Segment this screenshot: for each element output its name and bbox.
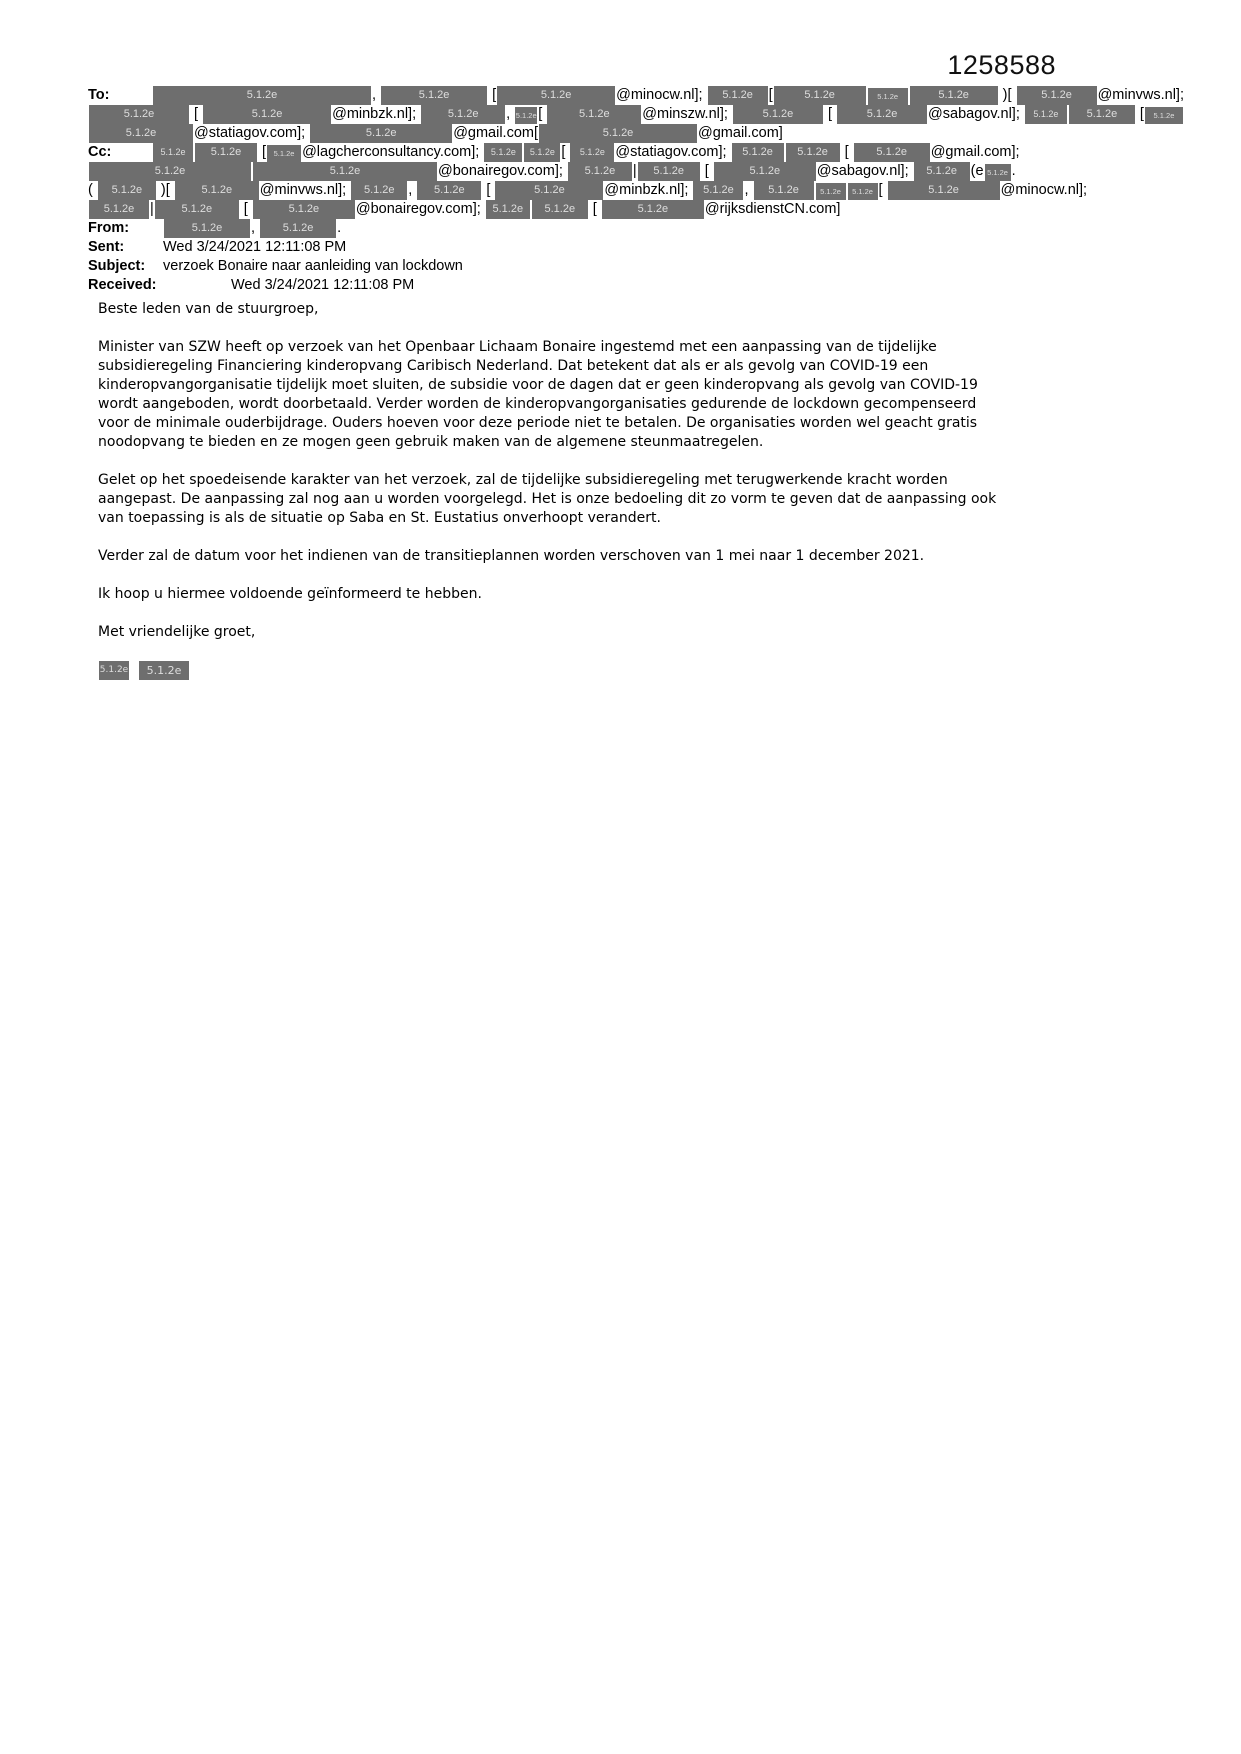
redaction-box: 5.1.2e [195,143,257,162]
header-text: [ [239,201,252,217]
field-label: From: [88,220,130,236]
header-text: [ [588,201,601,217]
redaction-box: 5.1.2e [381,86,487,105]
cc-line-4 [88,200,1201,219]
redaction-box: 5.1.2e [484,143,522,162]
header-text: @bonairegov.com]; [438,163,567,179]
redaction-box: 5.1.2e [547,105,641,124]
redaction-box: 5.1.2e [985,164,1011,181]
field-label: Subject: [88,258,146,274]
redaction-box: 5.1.2e [754,181,814,200]
header-text: @sabagov.nl]; [928,106,1024,122]
redaction-box: 5.1.2e [99,661,129,680]
redaction-box: 5.1.2e [98,181,156,200]
sent-line [88,238,1201,257]
header-text: @minvws.nl]; [259,182,351,198]
header-text: @bonairegov.com]; [355,201,485,217]
body-paragraph: Met vriendelijke groet, [98,624,256,640]
header-text: [ [538,106,547,122]
field-label: Sent: [88,239,125,255]
header-text: (e [970,163,984,179]
redaction-box: 5.1.2e [89,200,149,219]
header-text: ( [88,182,97,198]
header-text: Wed 3/24/2021 12:11:08 PM [231,277,415,293]
header-text: Wed 3/24/2021 12:11:08 PM [163,239,347,255]
cc-line-2 [88,162,1201,181]
cc-line-3 [88,181,1201,200]
header-text: @sabagov.nl]; [816,163,913,179]
redaction-box: 5.1.2e [310,124,452,143]
redaction-box: 5.1.2e [89,124,193,143]
redaction-box: 5.1.2e [1145,107,1183,124]
header-text: [ [488,87,497,103]
redaction-box: 5.1.2e [497,86,615,105]
redaction-box: 5.1.2e [693,181,743,200]
redaction-box: 5.1.2e [139,661,189,680]
redaction-box: 5.1.2e [164,219,250,238]
field-label: Received: [88,277,157,293]
header-text: , [744,182,753,198]
redaction-box: 5.1.2e [515,107,537,124]
header-text: [ [823,106,837,122]
redaction-box: 5.1.2e [260,219,336,238]
header-text: @gmail.com] [698,125,783,141]
header-text: [ [878,182,887,198]
header-text: @minocw.nl]; [616,87,707,103]
redaction-box: 5.1.2e [153,86,371,105]
header-text: @minbzk.nl]; [604,182,693,198]
header-text: [ [258,144,267,160]
email-body [98,300,1003,680]
header-text: [ [840,144,853,160]
redaction-box: 5.1.2e [786,143,840,162]
header-text: [ [700,163,713,179]
body-paragraph: Beste leden van de stuurgroep, [98,301,319,317]
header-text: [ [768,87,773,103]
redaction-box: 5.1.2e [868,88,908,105]
field-label: To: [88,87,110,103]
redaction-box: 5.1.2e [774,86,866,105]
redaction-box: 5.1.2e [910,86,998,105]
header-text: , [506,106,515,122]
redaction-box: 5.1.2e [351,181,407,200]
subject-line [88,257,1201,276]
header-text: @rijksdienstCN.com] [704,201,841,217]
redaction-box: 5.1.2e [1069,105,1135,124]
signature-redactions [98,661,1003,680]
redaction-box: 5.1.2e [253,162,437,181]
redaction-box: 5.1.2e [848,183,878,200]
redaction-box: 5.1.2e [733,105,823,124]
redaction-box: 5.1.2e [175,181,259,200]
header-text: [ [561,144,570,160]
header-text: | [150,201,154,217]
redaction-box: 5.1.2e [1025,105,1067,124]
redaction-box: 5.1.2e [1017,86,1097,105]
redaction-box: 5.1.2e [486,200,530,219]
redaction-box: 5.1.2e [495,181,603,200]
redaction-box: 5.1.2e [155,200,239,219]
header-text: )[ [998,87,1016,103]
header-text: . [337,220,342,236]
redaction-box: 5.1.2e [816,183,846,200]
header-text: , [372,87,381,103]
redaction-box: 5.1.2e [524,143,560,162]
field-label: Cc: [88,144,112,160]
document-number: 1258588 [947,50,1056,80]
header-text: [ [190,106,203,122]
redaction-box: 5.1.2e [568,162,632,181]
redaction-box: 5.1.2e [153,143,193,162]
redaction-box: 5.1.2e [570,143,614,162]
redaction-box: 5.1.2e [714,162,816,181]
redaction-box: 5.1.2e [89,105,189,124]
header-text: @minocw.nl]; [1000,182,1088,198]
header-text: @lagcherconsultancy.com]; [302,144,484,160]
redaction-box: 5.1.2e [253,200,355,219]
from-line [88,219,1201,238]
body-paragraph: Verder zal de datum voor het indienen van de transitieplannen worden verschoven van 1 mei naar 1 december 2021. [98,548,925,564]
header-text: , [408,182,417,198]
redaction-box: 5.1.2e [888,181,1000,200]
header-text: )[ [156,182,174,198]
redaction-box: 5.1.2e [267,145,301,162]
redaction-box: 5.1.2e [421,105,505,124]
cc-line-1 [88,143,1201,162]
redaction-box: 5.1.2e [732,143,784,162]
body-paragraph: Gelet op het spoedeisende karakter van het verzoek, zal de tijdelijke subsidieregeling met terugwerkende kracht worden aangepast. De aanpassing zal nog aan u worden voorgelegd. Het is onze bedoeling dit zo vorm te geven dat de aanpassing ook van toepassing is als de situatie op Saba en St. Eustatius onverhoopt verandert. [98,472,997,526]
body-paragraph: Minister van SZW heeft op verzoek van het Openbaar Lichaam Bonaire ingestemd met een aanpassing van de tijdelijke subsidieregeling Financiering kinderopvang Caribisch Nederland. Dat betekent dat als er als gevolg van COVID-19 een kinderopvangorganisatie tijdelijk moet sluiten, de subsidie voor de dagen dat er geen kinderopvang als gevolg van COVID-19 wordt aangeboden, wordt doorbetaald. Verder worden de kinderopvangorganisaties gedurende de lockdown gecompenseerd voor de minimale ouderbijdrage. Ouders hoeven voor deze periode niet te betalen. De organisaties worden wel geacht gratis noodopvang te bieden en ze mogen geen gebruik maken van de algemene steunmaatregelen. [98,339,978,450]
header-text: [ [1135,106,1144,122]
header-text: @minvws.nl]; [1097,87,1184,103]
to-line-3 [88,124,1201,143]
header-text: @minbzk.nl]; [332,106,421,122]
redaction-box: 5.1.2e [914,162,970,181]
header-text: @statiagov.com]; [194,125,310,141]
redaction-box: 5.1.2e [539,124,697,143]
header-text: , [251,220,260,236]
header-text: [ [482,182,495,198]
redaction-box: 5.1.2e [417,181,481,200]
redaction-box: 5.1.2e [854,143,930,162]
redaction-box: 5.1.2e [602,200,704,219]
header-text: . [1011,163,1016,179]
header-text: @minszw.nl]; [642,106,732,122]
to-line-1 [88,86,1201,105]
header-text: | [632,163,637,179]
received-line [88,276,1201,295]
header-text: @gmail.com[ [453,125,539,141]
email-header [88,86,1201,295]
redaction-box: 5.1.2e [89,162,251,181]
redaction-box: 5.1.2e [638,162,700,181]
header-text: verzoek Bonaire naar aanleiding van lockdown [163,258,463,274]
to-line-2 [88,105,1201,124]
redaction-box: 5.1.2e [203,105,331,124]
redaction-box: 5.1.2e [532,200,588,219]
body-paragraph: Ik hoop u hiermee voldoende geïnformeerd te hebben. [98,586,482,602]
redaction-box: 5.1.2e [837,105,927,124]
header-text: @gmail.com]; [930,144,1020,160]
redaction-box: 5.1.2e [708,86,768,105]
header-text: @statiagov.com]; [615,144,731,160]
